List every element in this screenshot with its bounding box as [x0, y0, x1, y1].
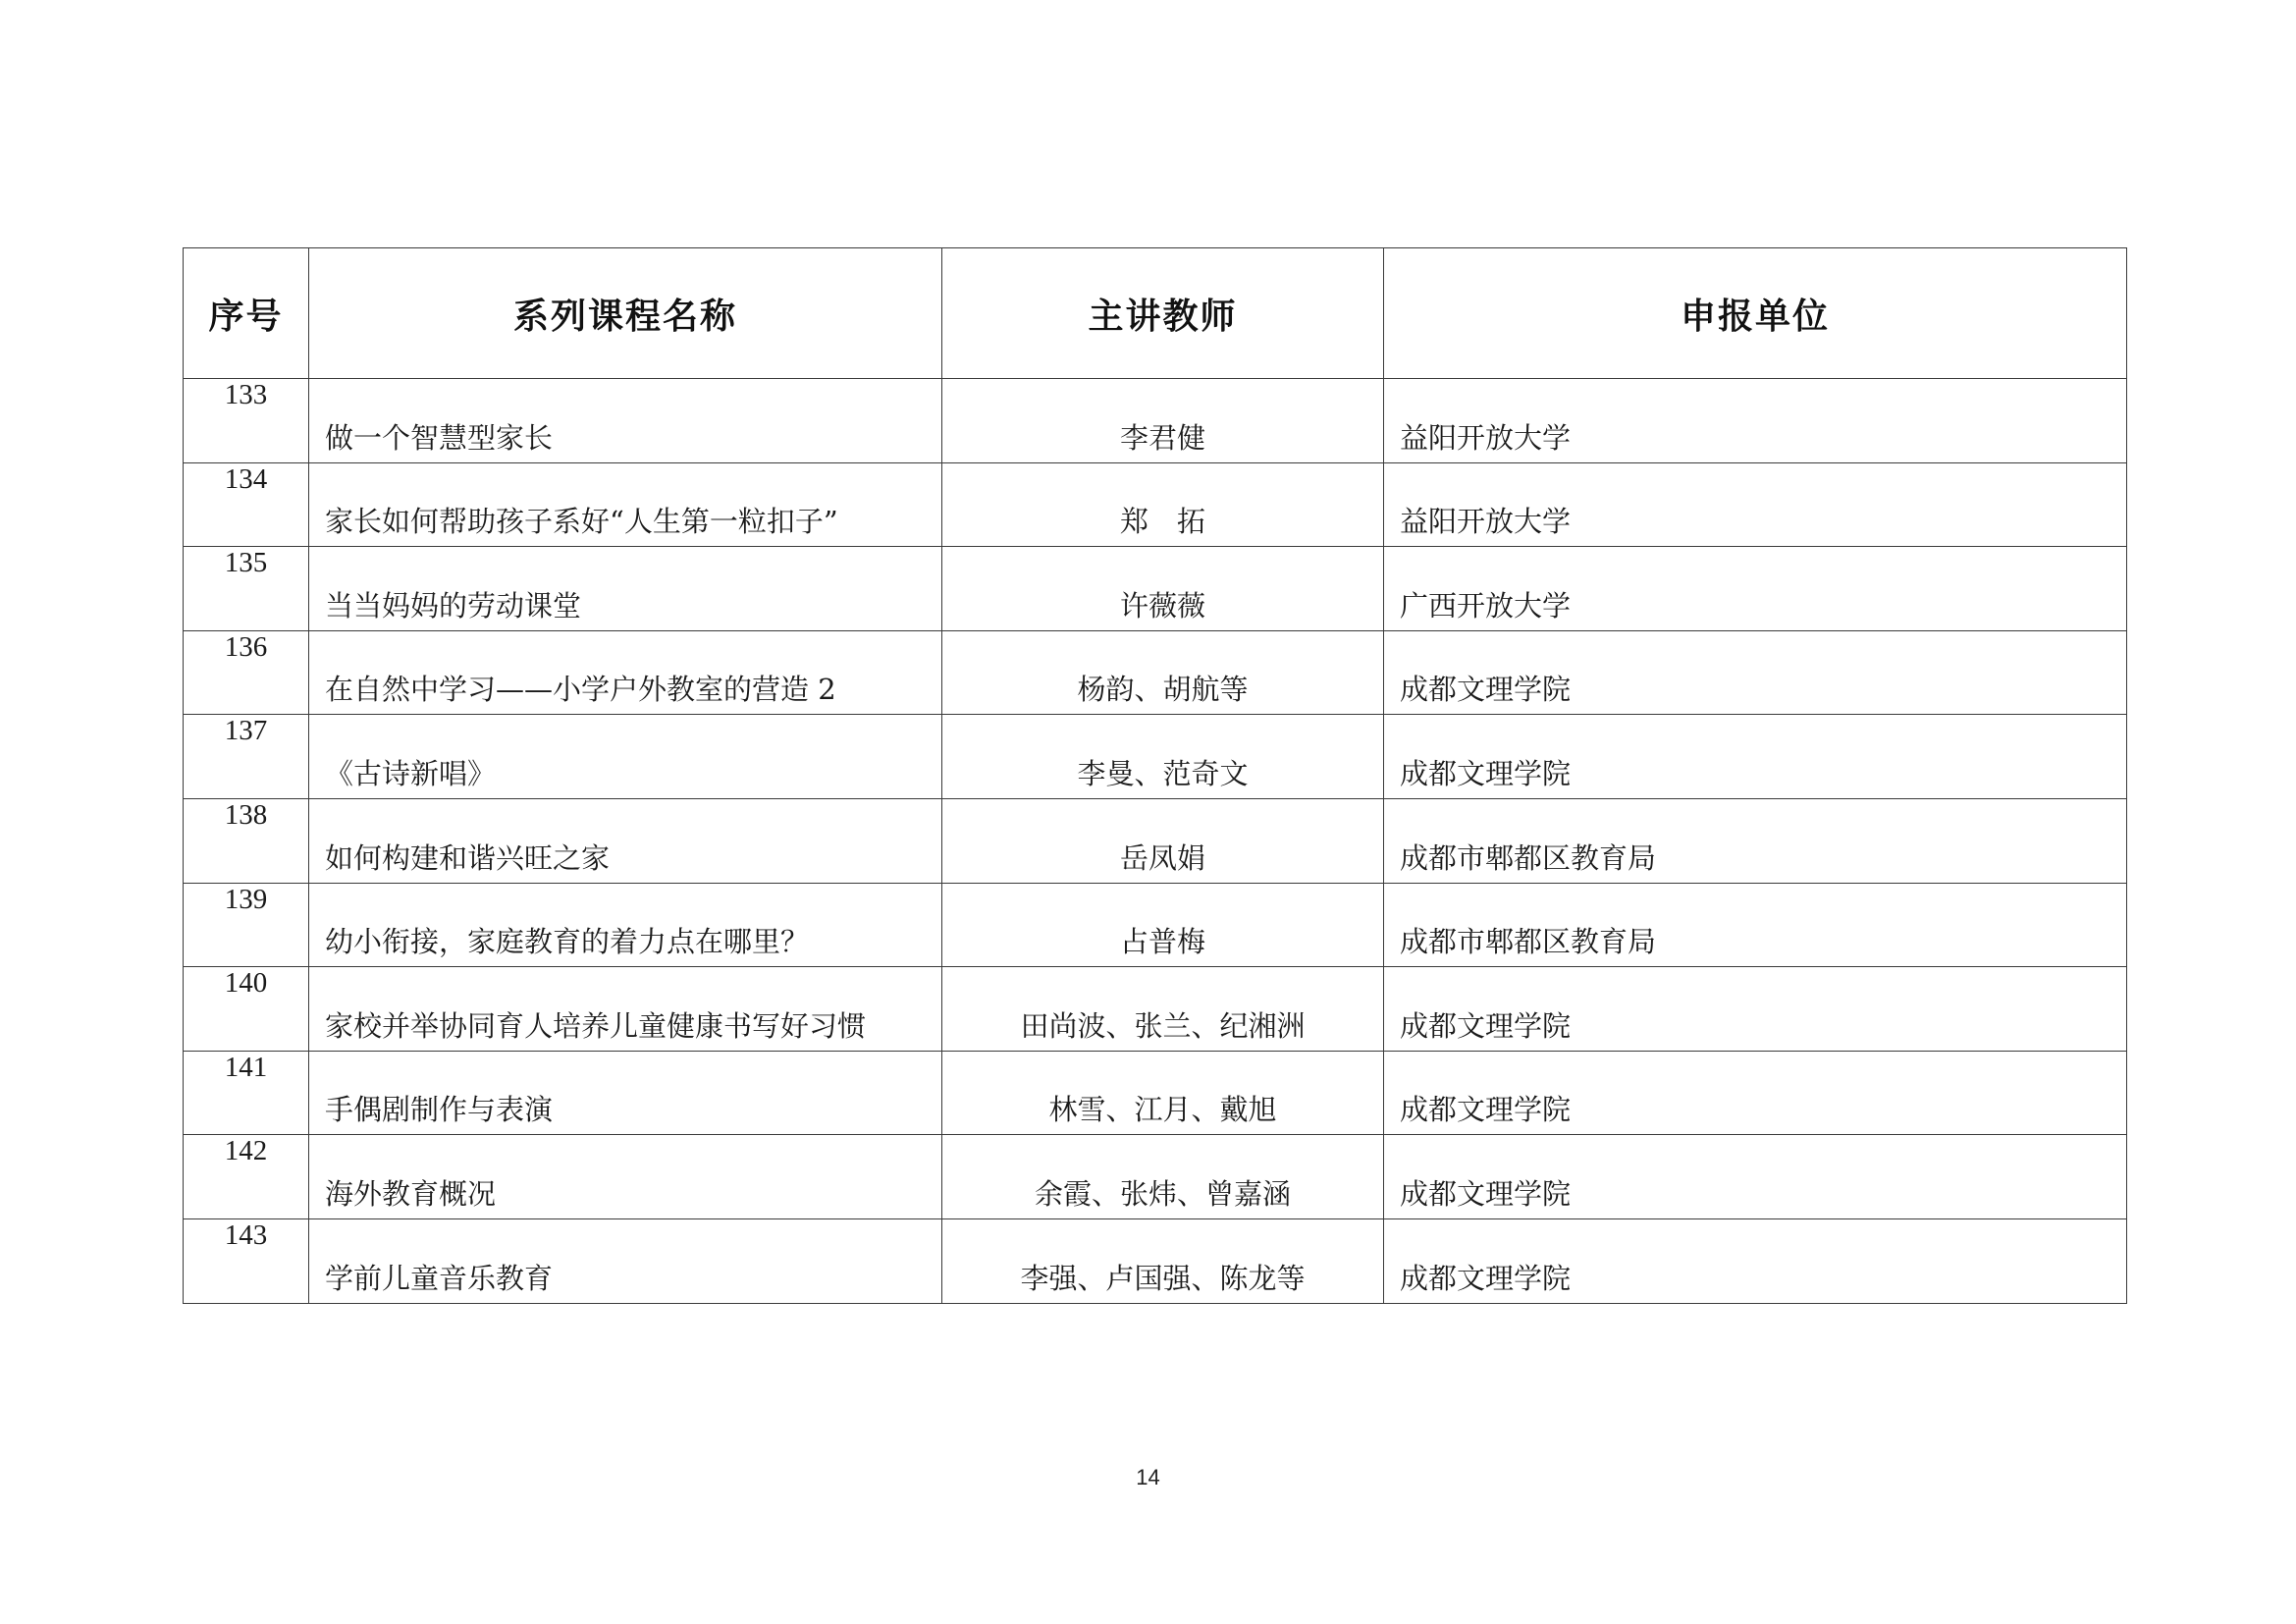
cell-course-name: 当当妈妈的劳动课堂: [309, 547, 942, 631]
cell-unit: 益阳开放大学: [1384, 379, 2127, 463]
cell-teacher: 李曼、范奇文: [942, 715, 1384, 799]
cell-course-name: 幼小衔接，家庭教育的着力点在哪里？: [309, 883, 942, 967]
cell-seq: 142: [184, 1135, 309, 1219]
table-row: [184, 462, 2127, 547]
table-row: [184, 967, 2127, 1052]
cell-seq: 135: [184, 547, 309, 631]
cell-teacher: 李君健: [942, 379, 1384, 463]
table-row: [184, 630, 2127, 715]
table-row: [184, 798, 2127, 883]
cell-seq: 137: [184, 715, 309, 799]
header-row: [184, 248, 2127, 379]
cell-unit: 成都文理学院: [1384, 1135, 2127, 1219]
cell-seq: 141: [184, 1051, 309, 1135]
cell-seq: 139: [184, 883, 309, 967]
table-row: [184, 1051, 2127, 1135]
cell-seq: 140: [184, 967, 309, 1052]
cell-course-name: 海外教育概况: [309, 1135, 942, 1219]
table-row: [184, 1135, 2127, 1219]
header-seq: 序号: [184, 248, 309, 379]
cell-teacher: 占普梅: [942, 883, 1384, 967]
cell-course-name: 家长如何帮助孩子系好“人生第一粒扣子”: [309, 462, 942, 547]
header-course-name: 系列课程名称: [309, 248, 942, 379]
cell-seq: 136: [184, 630, 309, 715]
cell-unit: 成都文理学院: [1384, 630, 2127, 715]
cell-unit: 成都文理学院: [1384, 1218, 2127, 1303]
table-row: [184, 715, 2127, 799]
course-table: [183, 247, 2127, 1304]
table-header: [184, 248, 2127, 379]
header-unit: 申报单位: [1384, 248, 2127, 379]
table-row: [184, 379, 2127, 463]
cell-teacher: 林雪、江月、戴旭: [942, 1051, 1384, 1135]
cell-seq: 134: [184, 462, 309, 547]
cell-teacher: 岳凤娟: [942, 798, 1384, 883]
table-row: [184, 883, 2127, 967]
cell-course-name: 如何构建和谐兴旺之家: [309, 798, 942, 883]
cell-unit: 成都文理学院: [1384, 967, 2127, 1052]
cell-course-name: 做一个智慧型家长: [309, 379, 942, 463]
header-teacher: 主讲教师: [942, 248, 1384, 379]
cell-seq: 143: [184, 1218, 309, 1303]
cell-teacher: 田尚波、张兰、纪湘洲: [942, 967, 1384, 1052]
cell-seq: 138: [184, 798, 309, 883]
cell-unit: 益阳开放大学: [1384, 462, 2127, 547]
cell-teacher: 李强、卢国强、陈龙等: [942, 1218, 1384, 1303]
cell-course-name: 《古诗新唱》: [309, 715, 942, 799]
cell-unit: 成都文理学院: [1384, 715, 2127, 799]
cell-teacher: 许薇薇: [942, 547, 1384, 631]
cell-unit: 成都文理学院: [1384, 1051, 2127, 1135]
cell-unit: 成都市郫都区教育局: [1384, 798, 2127, 883]
cell-unit: 广西开放大学: [1384, 547, 2127, 631]
table-row: [184, 1218, 2127, 1303]
table-body: [184, 379, 2127, 1304]
cell-teacher: 余霞、张炜、曾嘉涵: [942, 1135, 1384, 1219]
cell-unit: 成都市郫都区教育局: [1384, 883, 2127, 967]
page-number: 14: [1136, 1465, 1160, 1489]
cell-course-name: 在自然中学习——小学户外教室的营造 2: [309, 630, 942, 715]
cell-course-name: 学前儿童音乐教育: [309, 1218, 942, 1303]
cell-course-name: 手偶剧制作与表演: [309, 1051, 942, 1135]
cell-teacher: 杨韵、胡航等: [942, 630, 1384, 715]
table-row: [184, 547, 2127, 631]
cell-course-name: 家校并举协同育人培养儿童健康书写好习惯: [309, 967, 942, 1052]
cell-teacher: 郑 拓: [942, 462, 1384, 547]
cell-seq: 133: [184, 379, 309, 463]
